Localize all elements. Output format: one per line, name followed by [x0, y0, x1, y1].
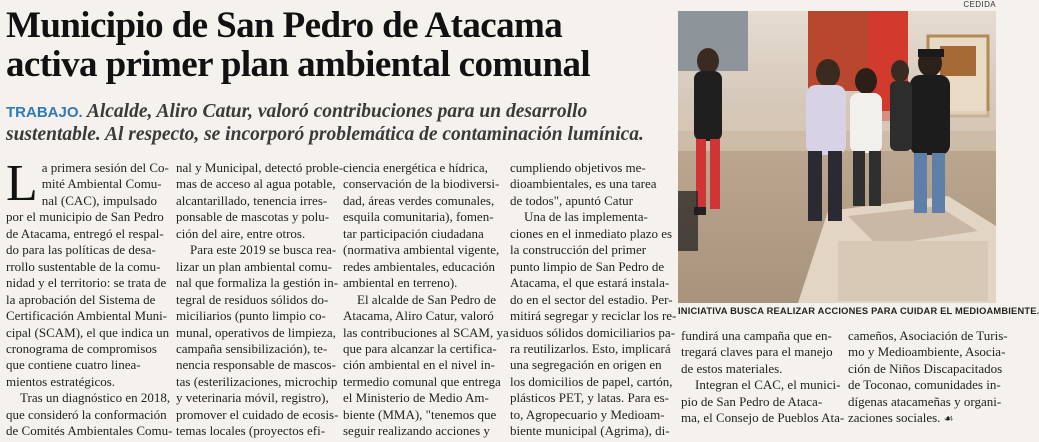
body-line: to, Agropecuario y Medioam-	[510, 406, 665, 422]
body-line: rrollo sustentable de la comu-	[6, 258, 161, 274]
photo-credit: CEDIDA	[963, 0, 996, 9]
body-column-1	[6, 155, 173, 442]
body-line: ma, el Consejo de Pueblos Ata-	[681, 410, 845, 426]
body-line: cumpliendo objetivos me-	[510, 160, 646, 175]
body-line: alcantarillado, tenencia irres-	[176, 192, 328, 208]
body-line: de Atacama, entregó el respal-	[6, 225, 164, 241]
body-line: nal y Municipal, detectó proble-	[176, 160, 344, 175]
body-line: de estos materiales.	[681, 360, 783, 376]
drop-cap: L	[6, 155, 38, 212]
body-line: una segregación en origen en	[510, 357, 662, 373]
deck-line-1	[6, 101, 674, 124]
body-line: ción del aire, entre otros.	[176, 225, 306, 241]
deck	[6, 101, 674, 146]
body-line: nencia responsable de mascos-	[176, 357, 336, 373]
body-line: termedio comunal que entrega	[343, 373, 501, 389]
body-line: do en el sector del estadio. Per-	[510, 291, 673, 307]
body-line: de todos", apuntó Catur	[510, 192, 634, 208]
body-line: mitirá segregar y reciclar los re-	[510, 308, 677, 324]
photo-caption: INICIATIVA BUSCA REALIZAR ACCIONES PARA CUIDAR EL MEDIOAMBIENTE.	[678, 306, 1039, 316]
body-line: punto limpio de San Pedro de	[510, 258, 665, 274]
body-line: tas (esterilizaciones, microchip	[176, 373, 338, 389]
body-line: el Ministerio de Medio Am-	[343, 390, 489, 406]
body-column-2	[176, 160, 344, 442]
headline-line-1: Municipio de San Pedro de Atacama	[6, 5, 563, 46]
body-line: cameños, Asociación de Turis-	[848, 328, 1008, 343]
kicker: TRABAJO.	[6, 104, 83, 121]
deck-line-2: sustentable. Al respecto, se incorporó problemática de contaminación lumínica.	[6, 124, 644, 145]
body-line: a primera sesión del Co-	[41, 160, 169, 175]
body-line: biente municipal (Agrima), di-	[510, 423, 670, 439]
body-line: mité Ambiental Comu-	[41, 176, 162, 192]
body-line: la construcción del primer	[510, 242, 647, 258]
body-line: nidad y el territorio: se trata de	[6, 275, 167, 291]
body-line: nal que formaliza la gestión in-	[176, 275, 339, 291]
body-line: (normativa ambiental vigente,	[343, 242, 500, 258]
body-line: plásticos PET, y latas. Para es-	[510, 390, 669, 406]
body-line: cronograma de compromisos	[6, 340, 157, 356]
end-mark-icon: ☙	[943, 412, 954, 426]
body-line: ponsable de mascotas y polu-	[176, 209, 330, 225]
body-line: los domicilios de papel, cartón,	[510, 373, 673, 389]
body-line: fundirá una campaña que en-	[681, 328, 832, 343]
body-line: biente (MMA), "tenemos que	[343, 406, 497, 422]
body-line: Certificación Ambiental Muni-	[6, 308, 168, 324]
body-line: ra reutilizarlos. Esto, implicará	[510, 340, 671, 356]
body-line: Para este 2019 se busca rea-	[190, 242, 337, 258]
body-line: Una de las implementa-	[524, 209, 648, 225]
body-line: dígenas atacameñas y organi-	[848, 393, 1002, 409]
body-line: de Comités Ambientales Comu-	[6, 423, 173, 439]
body-line: Tras un diagnóstico en 2018,	[20, 390, 171, 406]
body-column-5	[681, 328, 843, 442]
body-line: que consideró la conformación	[6, 406, 167, 422]
body-line: ambiental en terreno).	[343, 275, 458, 291]
body-line: Atacama, Aliro Catur, valoró	[343, 308, 494, 324]
photo-illustration	[678, 11, 996, 303]
body-line: dioambientales, es una tarea	[510, 176, 657, 192]
body-line: cipal (SCAM), el que indica un	[6, 324, 170, 340]
body-line-text: zaciones sociales.	[848, 410, 941, 426]
body-line: tegral de residuos sólidos do-	[176, 291, 329, 307]
body-line: mientos estratégicos.	[6, 373, 116, 389]
body-line: ciencia energética e hídrica,	[343, 160, 488, 175]
body-line: mas de acceso al agua potable,	[176, 176, 336, 192]
body-line	[848, 410, 1010, 427]
body-line: tar participación ciudadana	[343, 225, 484, 241]
body-line: esquila comunitaria), fomen-	[343, 209, 494, 225]
body-line: tregará claves para el manejo	[681, 344, 833, 360]
body-line: siduos sólidos domiciliarios pa-	[510, 324, 676, 340]
body-line: la aprobación del Sistema de	[6, 291, 156, 307]
body-line: y veterinaria móvil, registro),	[176, 390, 329, 406]
body-line: Integran el CAC, el munici-	[695, 377, 841, 393]
body-line: que para alcanzar la certifica-	[343, 340, 497, 356]
body-column-3	[343, 160, 509, 442]
body-line: de Toconao, comunidades in-	[848, 377, 1001, 393]
article-photo	[678, 11, 996, 303]
body-line: seguir realizando acciones y	[343, 423, 490, 439]
body-line: que contiene cuatro linea-	[6, 357, 141, 373]
deck-line-1-text: Alcalde, Aliro Catur, valoró contribuciones para un desarrollo	[82, 101, 588, 122]
body-line: por el municipio de San Pedro	[6, 209, 164, 225]
body-line: Atacama, el que estará instala-	[510, 275, 670, 291]
body-column-4	[510, 160, 677, 442]
headline	[6, 6, 666, 84]
body-line: pio de San Pedro de Ataca-	[681, 393, 823, 409]
body-line: munal, operativos de limpieza,	[176, 324, 336, 340]
body-line: promover el cuidado de ecosis-	[176, 406, 339, 422]
body-line: miciliarios (punto limpio co-	[176, 308, 326, 324]
body-line: mo y Medioambiente, Asocia-	[848, 344, 1006, 360]
body-line: nal (CAC), impulsado	[41, 192, 157, 208]
body-line: ciones en el inmediato plazo es	[510, 225, 673, 241]
body-line: las contribuciones al SCAM, ya	[343, 324, 509, 340]
body-line: temas locales (proyectos efi-	[176, 423, 326, 439]
body-line: ción de Niños Discapacitados	[848, 360, 1003, 376]
body-line: conservación de la biodiversi-	[343, 176, 500, 192]
body-line: dad, áreas verdes comunales,	[343, 192, 495, 208]
headline-line-2: activa primer plan ambiental comunal	[6, 44, 591, 85]
body-column-6	[848, 328, 1010, 442]
body-line: ción ambiental en el nivel in-	[343, 357, 495, 373]
body-line: campaña sensibilización), te-	[176, 340, 328, 356]
person-background	[890, 60, 912, 151]
body-line: lizar un plan ambiental comu-	[176, 258, 332, 274]
body-line: redes ambientales, educación	[343, 258, 495, 274]
body-line: do para las políticas de desa-	[6, 242, 156, 258]
body-line: El alcalde de San Pedro de	[357, 291, 496, 307]
